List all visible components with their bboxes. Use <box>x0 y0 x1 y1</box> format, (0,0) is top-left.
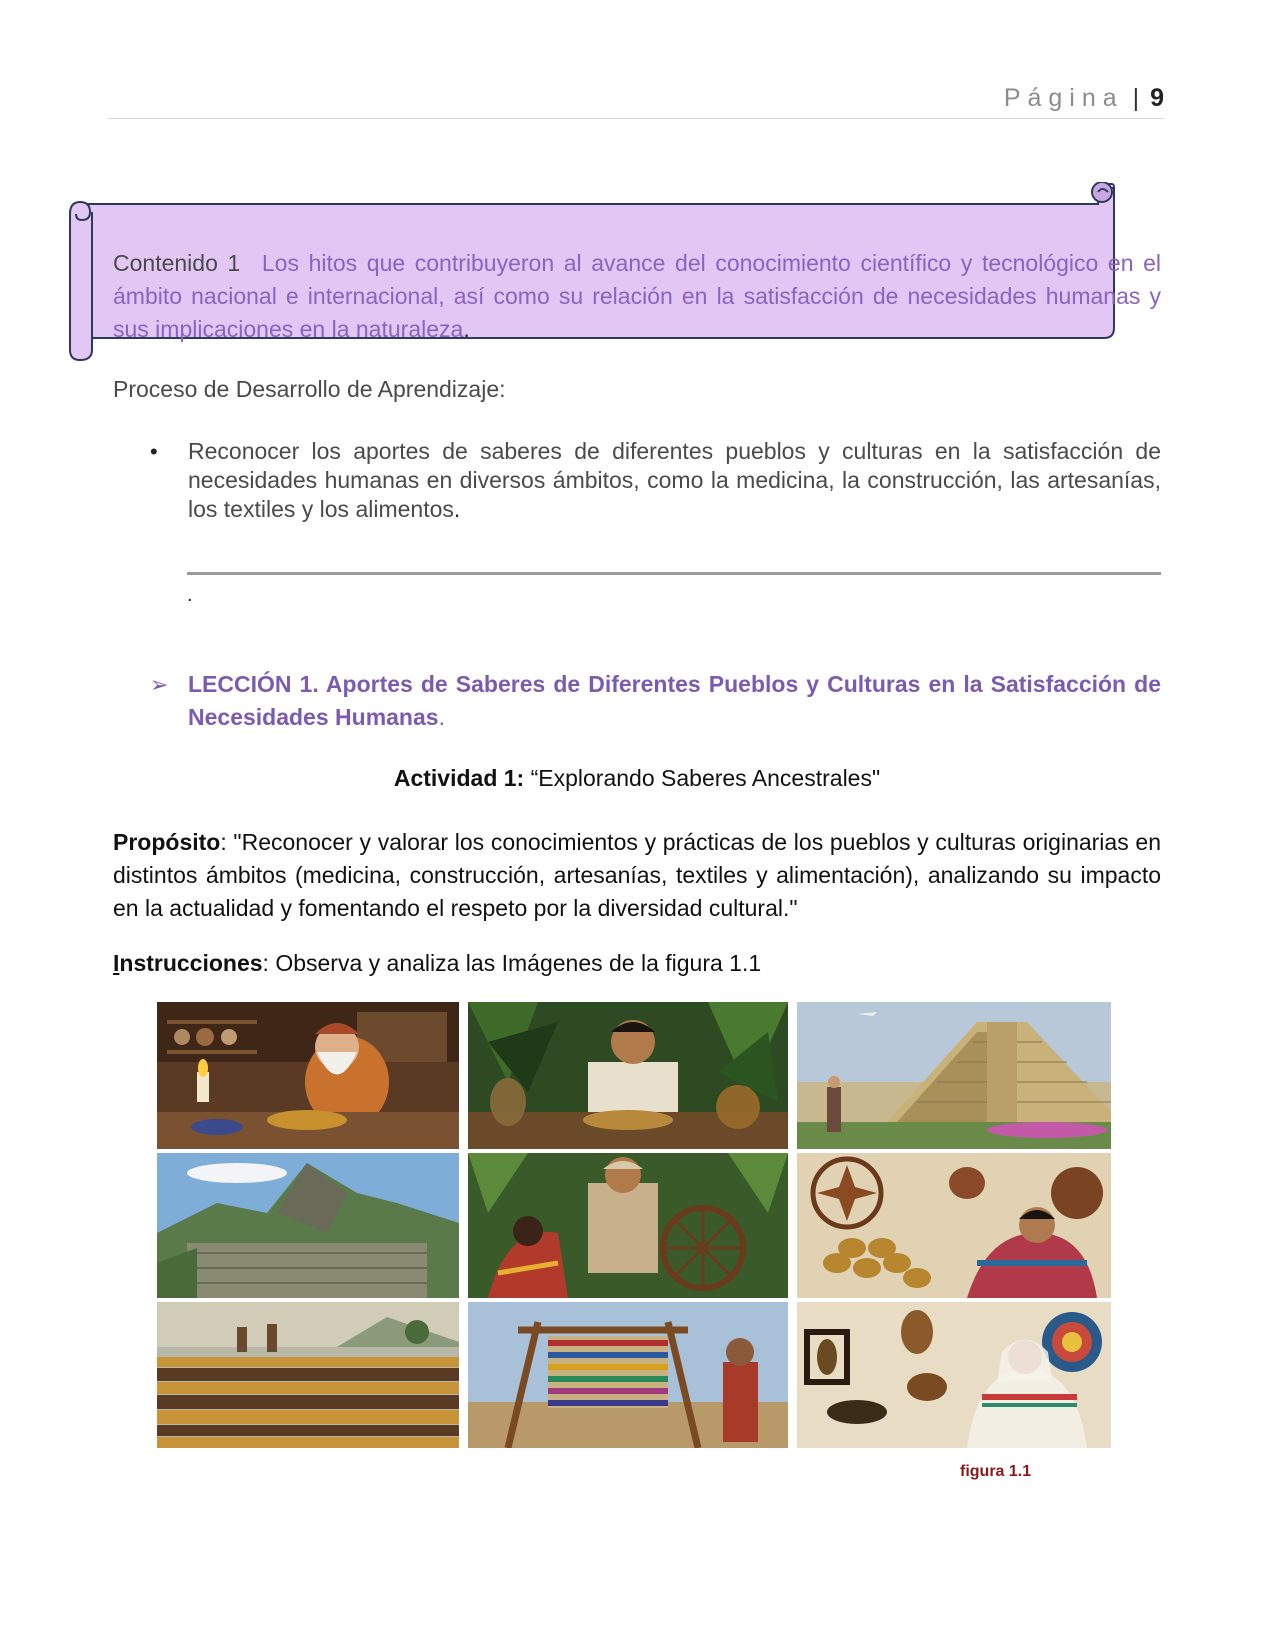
header-rule <box>108 118 1164 119</box>
divider <box>187 572 1161 575</box>
bullet-text <box>188 437 1161 524</box>
metal-crafts-image <box>797 1302 1111 1448</box>
content-description: Los hitos que contribuyeron al avance del conocimiento científico y tecnológico en el ámbito nacional e internacional, así como su relación en la satisfacción de necesidades humanas y sus implicaciones en la naturaleza <box>113 250 1162 342</box>
mountain-ruins-image <box>157 1153 459 1298</box>
loom-textile-image <box>468 1302 788 1448</box>
instructions-label: nstrucciones <box>119 950 263 976</box>
activity-label: Actividad 1: <box>393 765 525 791</box>
instructions-first-letter: I <box>113 950 120 976</box>
process-title: Proceso de Desarrollo de Aprendizaje: <box>113 376 506 402</box>
bullet-icon: • <box>150 439 158 464</box>
arrow-bullet-icon: ➢ <box>150 672 169 697</box>
content-label: Contenido 1 <box>113 250 241 276</box>
lesson-title <box>188 668 1161 734</box>
purpose-text: : "Reconocer y valorar los conocimientos y prácticas de los pueblos y culturas originarias en distintos ámbitos (medicina, construcción, artesanías, textiles y alimentación), analizando su impacto en la actualidad y fomentando el respeto por la diversidad cultural." <box>113 829 1161 921</box>
content-end-mark: . <box>463 316 470 342</box>
instructions-text: : Observa y analiza las Imágenes de la figura 1.1 <box>262 950 762 976</box>
list-item <box>150 437 1161 524</box>
activity-title <box>113 765 1161 792</box>
lesson-heading <box>150 668 1161 734</box>
trailing-dot: . <box>187 584 193 606</box>
pyramid-image <box>797 1002 1111 1149</box>
page-separator: | <box>1132 84 1140 112</box>
instructions-paragraph <box>113 950 761 977</box>
lesson-title-text: LECCIÓN 1. Aportes de Saberes de Diferentes Pueblos y Culturas en la Satisfacción de Necesidades Humanas <box>188 671 1161 730</box>
lesson-end-mark: . <box>438 704 445 730</box>
elder-healer-image <box>157 1002 459 1149</box>
page-label: Página <box>1003 84 1124 112</box>
spinning-wheel-image <box>468 1153 788 1298</box>
page-number: 9 <box>1150 84 1164 112</box>
potato-field-image <box>157 1302 459 1448</box>
figure-image-grid <box>157 1002 1111 1448</box>
purpose-label: Propósito <box>113 829 221 855</box>
figure-caption: figura 1.1 <box>960 1463 1032 1480</box>
crafts-potatoes-image <box>797 1153 1111 1298</box>
purpose-paragraph <box>113 826 1161 925</box>
content-banner-text <box>113 247 1161 346</box>
activity-name: “Explorando Saberes Ancestrales" <box>530 765 881 791</box>
bullet-body: Reconocer los aportes de saberes de diferentes pueblos y culturas en la satisfacción de necesidades humanas en diversos ámbitos, como la medicina, la construcción, las artesanías, los textiles y los alimentos <box>188 438 1161 522</box>
bullet-end-mark: . <box>453 496 461 522</box>
page-header <box>108 84 1164 113</box>
herbal-medicine-image <box>468 1002 788 1149</box>
process-bullet-list <box>150 437 1161 524</box>
